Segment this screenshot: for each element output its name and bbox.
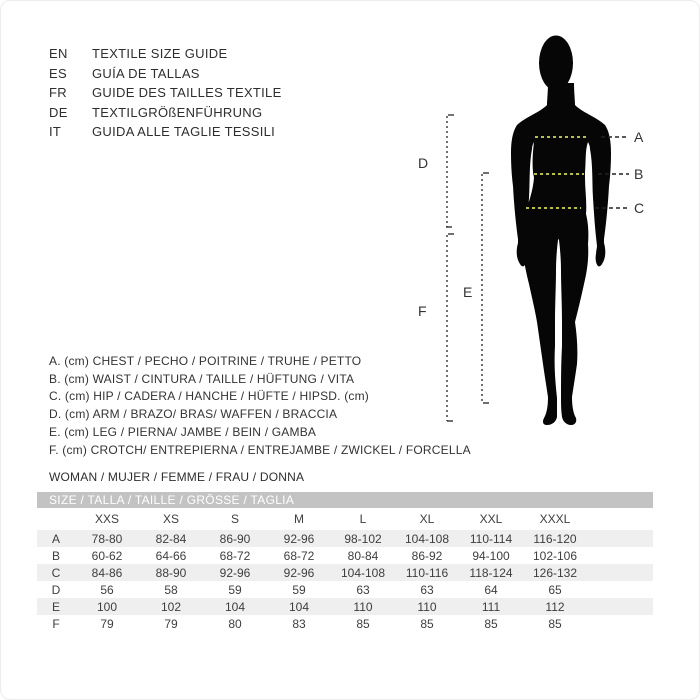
language-code: IT: [49, 124, 62, 140]
table-cell: 79: [100, 616, 114, 631]
size-table-title-bar: SIZE / TALLA / TAILLE / GRÖSSE / TAGLIA: [37, 492, 653, 508]
measure-label-c: C: [634, 200, 645, 216]
table-cell: 104: [224, 599, 246, 614]
table-cell: 83: [292, 616, 306, 631]
row-label: A: [51, 531, 60, 546]
table-cell: 88-90: [155, 565, 187, 580]
table-cell: 92-96: [283, 531, 315, 546]
table-row-e: [37, 598, 653, 615]
measurement-legend: [49, 352, 471, 459]
table-cell: 68-72: [219, 548, 251, 563]
table-cell: 110: [353, 599, 373, 614]
language-row-en: [49, 44, 282, 64]
table-cell: 65: [548, 582, 562, 597]
row-label: F: [52, 616, 60, 631]
table-cell: 85: [484, 616, 498, 631]
table-cell: 94-100: [472, 548, 510, 563]
table-cell: 86-90: [219, 531, 251, 546]
language-row-it: [49, 122, 282, 142]
language-title: TEXTILGRÖßENFÜHRUNG: [92, 104, 263, 120]
row-label: E: [51, 599, 60, 614]
table-cell: 85: [356, 616, 370, 631]
table-cell: 79: [164, 616, 178, 631]
table-cell: 56: [100, 582, 114, 597]
table-cell: 112: [545, 599, 565, 614]
legend-line-arm: D. (cm) ARM / BRAZO/ BRAS/ WAFFEN / BRACCIA: [49, 407, 338, 422]
size-table-header-row: [37, 508, 653, 530]
row-label: C: [51, 565, 61, 580]
col-header-xxl: XXL: [479, 512, 503, 526]
measure-label-a: A: [634, 129, 644, 145]
language-code: DE: [49, 104, 68, 120]
row-label: D: [51, 582, 61, 597]
language-title: GUIDA ALLE TAGLIE TESSILI: [92, 124, 276, 140]
legend-line-leg: E. (cm) LEG / PIERNA/ JAMBE / BEIN / GAMBA: [49, 425, 317, 440]
col-header-xxs: XXS: [94, 512, 119, 526]
legend-line-hip: C. (cm) HIP / CADERA / HANCHE / HÜFTE / HIPSD. (cm): [49, 389, 369, 404]
table-cell: 59: [292, 582, 306, 597]
size-table: [37, 492, 653, 632]
col-header-s: S: [230, 512, 239, 526]
table-cell: 102-106: [532, 548, 578, 563]
legend-line-crotch: F. (cm) CROTCH/ ENTREPIERNA / ENTREJAMBE / ZWICKEL / FORCELLA: [49, 442, 471, 457]
woman-head: [539, 36, 573, 91]
table-cell: 110-116: [405, 565, 449, 580]
legend-line-chest: A. (cm) CHEST / PECHO / POITRINE / TRUHE / PETTO: [49, 353, 362, 368]
measure-label-d: D: [418, 155, 429, 171]
language-title: TEXTILE SIZE GUIDE: [92, 46, 228, 62]
table-cell: 58: [164, 582, 178, 597]
table-cell: 116-120: [533, 531, 577, 546]
table-cell: 104-108: [404, 531, 450, 546]
language-title-block: [49, 44, 282, 142]
table-cell: 104: [288, 599, 310, 614]
table-cell: 59: [228, 582, 242, 597]
table-cell: 92-96: [219, 565, 251, 580]
language-code: ES: [49, 65, 67, 81]
table-cell: 98-102: [344, 531, 382, 546]
table-cell: 60-62: [91, 548, 123, 563]
table-cell: 80-84: [347, 548, 379, 563]
table-cell: 110: [417, 599, 437, 614]
language-row-es: [49, 64, 282, 84]
table-row-c: [37, 564, 653, 581]
measure-label-f: F: [418, 303, 427, 319]
table-row-b: [37, 547, 653, 564]
table-cell: 118-124: [469, 565, 513, 580]
measure-label-e: E: [463, 284, 473, 300]
language-row-de: [49, 103, 282, 123]
table-row-a: [37, 530, 653, 547]
table-row-d: [37, 581, 653, 598]
table-cell: 80: [228, 616, 242, 631]
table-cell: 84-86: [91, 565, 123, 580]
table-cell: 63: [420, 582, 434, 597]
table-cell: 86-92: [411, 548, 443, 563]
table-cell: 85: [420, 616, 434, 631]
row-label: B: [51, 548, 60, 563]
table-cell: 85: [548, 616, 562, 631]
col-header-xs: XS: [162, 512, 179, 526]
woman-silhouette: [511, 83, 611, 425]
table-cell: 100: [96, 599, 118, 614]
table-cell: 78-80: [91, 531, 123, 546]
table-cell: 110-114: [469, 531, 513, 546]
table-cell: 126-132: [532, 565, 578, 580]
table-cell: 82-84: [155, 531, 187, 546]
language-title: GUIDE DES TAILLES TEXTILE: [92, 85, 282, 101]
table-cell: 102: [160, 599, 182, 614]
language-code: EN: [49, 46, 68, 62]
language-row-fr: [49, 83, 282, 103]
col-header-l: L: [359, 512, 367, 526]
table-row-f: [37, 615, 653, 632]
table-cell: 104-108: [340, 565, 386, 580]
col-header-xxxl: XXXL: [539, 512, 571, 526]
table-cell: 64: [484, 582, 498, 597]
audience-line: WOMAN / MUJER / FEMME / FRAU / DONNA: [49, 470, 305, 484]
table-cell: 64-66: [155, 548, 187, 563]
col-header-xl: XL: [419, 512, 435, 526]
table-cell: 68-72: [283, 548, 315, 563]
table-cell: 111: [481, 599, 501, 614]
measure-label-b: B: [634, 166, 644, 182]
col-header-m: M: [294, 512, 304, 526]
table-cell: 92-96: [283, 565, 315, 580]
language-title: GUÍA DE TALLAS: [92, 65, 200, 81]
table-cell: 63: [356, 582, 370, 597]
legend-line-waist: B. (cm) WAIST / CINTURA / TAILLE / HÜFTUNG / VITA: [49, 371, 355, 386]
language-code: FR: [49, 85, 67, 101]
